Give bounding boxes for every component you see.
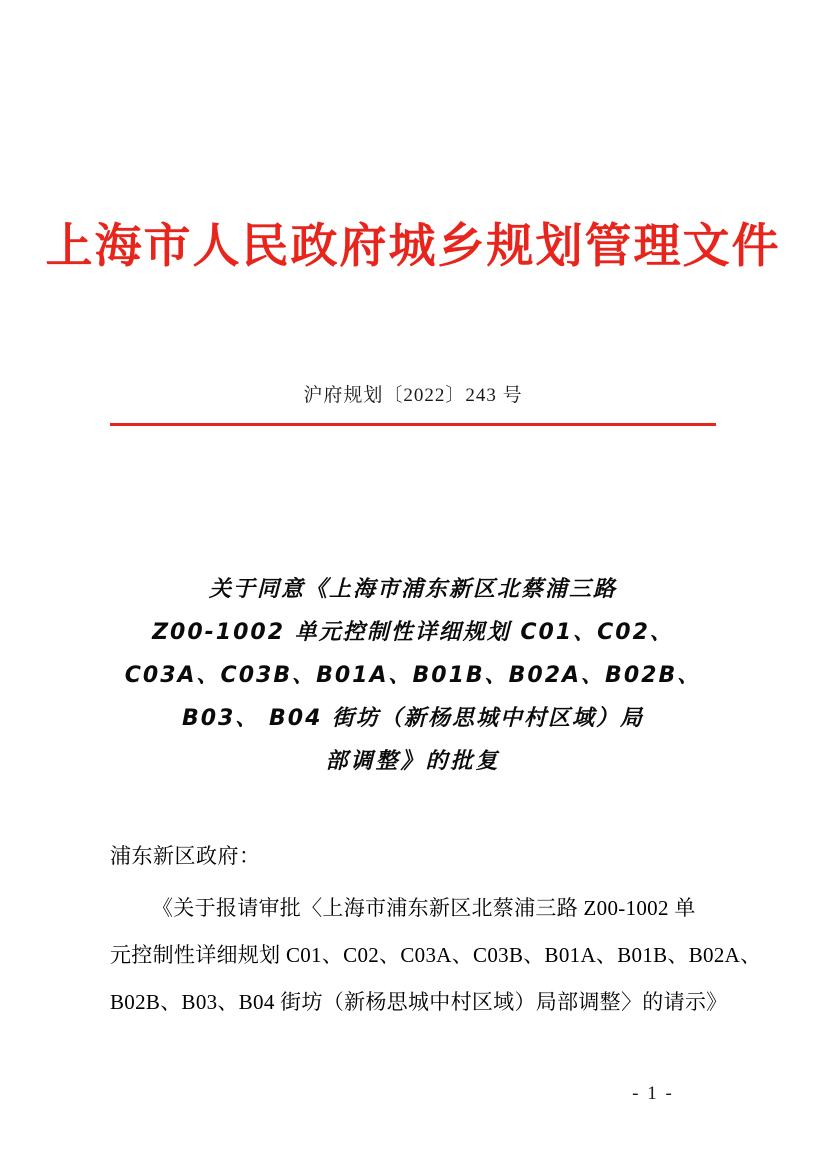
page-title-line-5: 部调整》的批复 — [325, 749, 501, 774]
red-horizontal-rule — [110, 423, 716, 426]
page-title-line-2: Z00-1002 单元控制性详细规划 C01、C02、 — [152, 620, 674, 645]
page-number-text: - 1 - — [632, 1083, 674, 1104]
page-title-line-1: 关于同意《上海市浦东新区北蔡浦三路 — [208, 577, 617, 602]
body-line-2: 元控制性详细规划 C01、C02、C03A、C03B、B01A、B01B、B02A、 — [110, 943, 762, 967]
body-line-1: 《关于报请审批〈上海市浦东新区北蔡浦三路 Z00-1002 单 — [152, 896, 696, 920]
page-title-line-3: C03A、C03B、B01A、B01B、B02A、B02B、 — [124, 663, 702, 688]
page-title — [110, 568, 716, 783]
masthead-title: 上海市人民政府城乡规划管理文件 — [45, 219, 781, 274]
document-number-row — [0, 380, 826, 407]
page-title-line-4: B03、 B04 街坊（新杨思城中村区域）局 — [181, 706, 645, 731]
page-number — [0, 1083, 826, 1105]
body-line-3: B02B、B03、B04 街坊（新杨思城中村区域）局部调整〉的请示》 — [110, 990, 728, 1014]
document-number: 沪府规划〔2022〕243 号 — [303, 385, 523, 406]
body-paragraph — [110, 885, 762, 1026]
masthead — [0, 218, 826, 277]
salutation: 浦东新区政府： — [110, 844, 261, 868]
